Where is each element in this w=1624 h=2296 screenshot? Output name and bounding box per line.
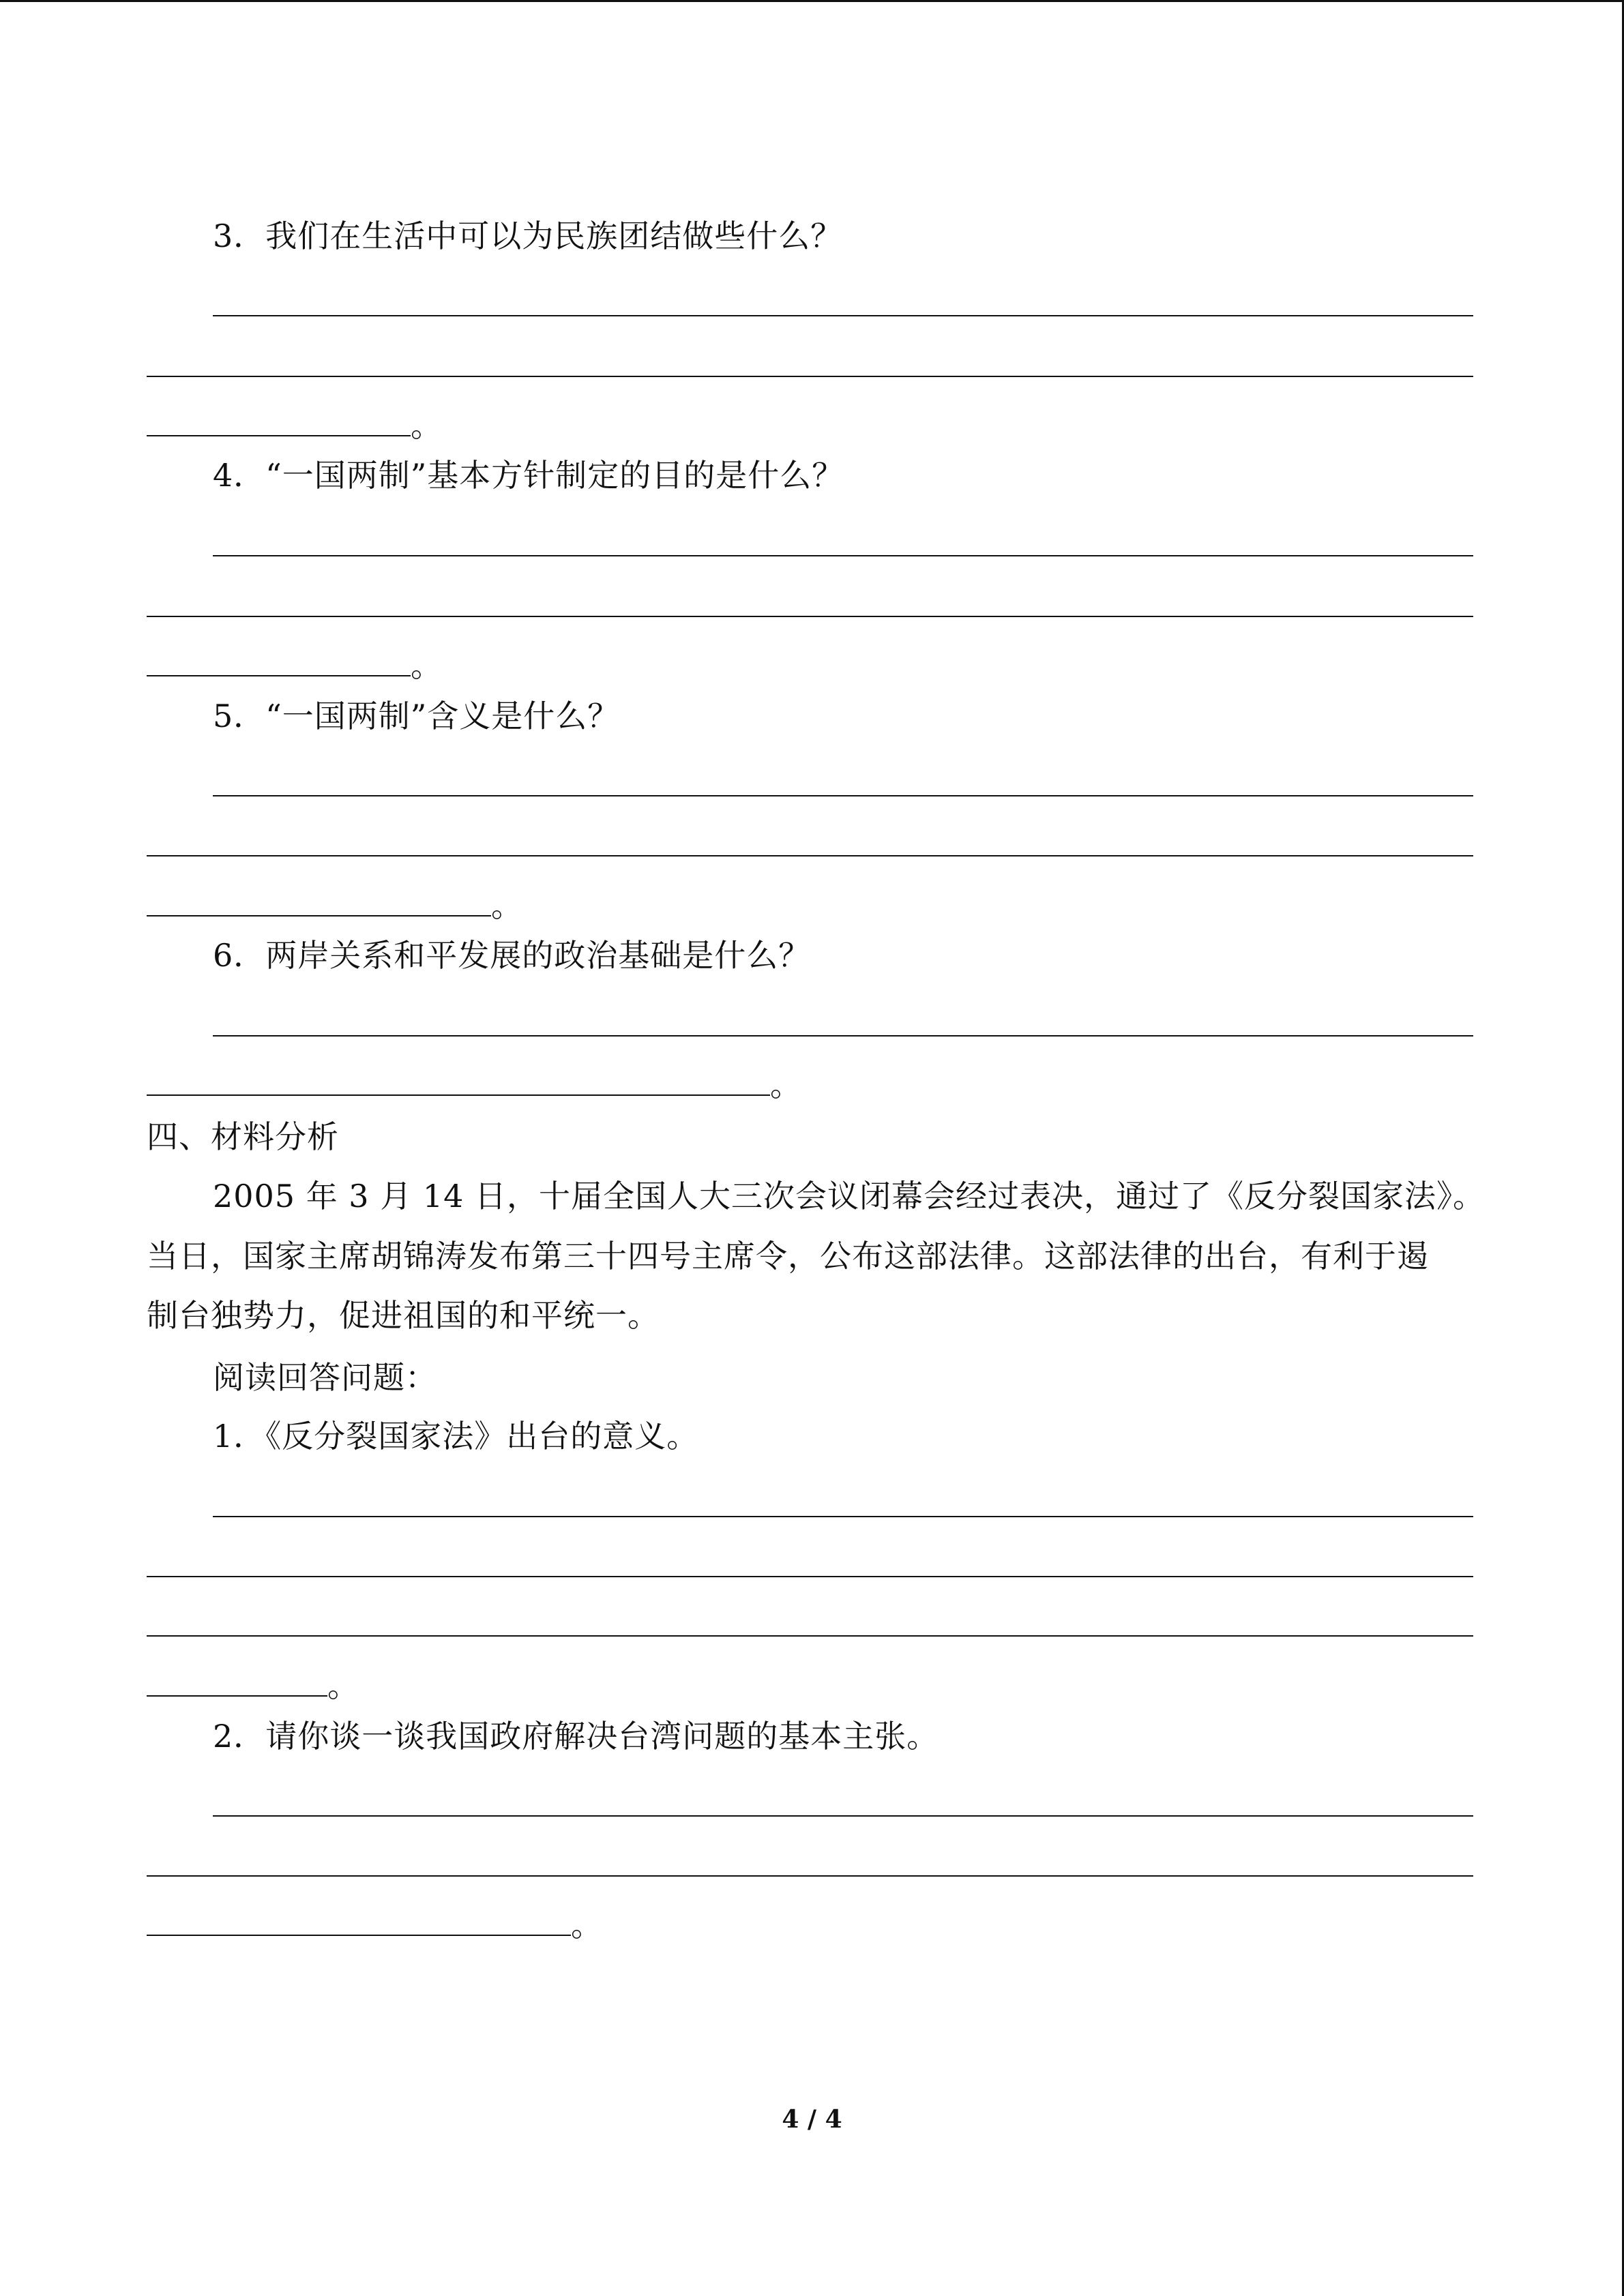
answer-line[interactable] xyxy=(147,675,411,676)
answer-line[interactable] xyxy=(147,435,411,436)
page-number: 4 / 4 xyxy=(782,2105,842,2134)
answer-line[interactable] xyxy=(213,555,1473,556)
section-heading: 四、材料分析 xyxy=(147,1118,339,1155)
material-text-line-3: 制台独势力，促进祖国的和平统一。 xyxy=(147,1297,660,1334)
answer-line[interactable] xyxy=(147,616,1473,617)
answer-line[interactable] xyxy=(147,1695,327,1697)
answer-line[interactable] xyxy=(147,1875,1473,1877)
period-mark: 。 xyxy=(770,1067,801,1103)
answer-line[interactable] xyxy=(147,1576,1473,1577)
answer-line[interactable] xyxy=(213,1516,1473,1517)
period-mark: 。 xyxy=(411,407,442,444)
period-mark: 。 xyxy=(571,1907,602,1943)
answer-line[interactable] xyxy=(213,795,1473,796)
question-5: 5．“一国两制”含义是什么？ xyxy=(213,698,620,734)
answer-line[interactable] xyxy=(213,1035,1473,1037)
answer-line[interactable] xyxy=(213,1815,1473,1817)
question-3: 3．我们在生活中可以为民族团结做些什么？ xyxy=(213,218,843,254)
answer-line[interactable] xyxy=(147,1094,770,1096)
answer-line[interactable] xyxy=(147,376,1473,377)
material-text-line-2: 当日，国家主席胡锦涛发布第三十四号主席令，公布这部法律。这部法律的出台，有利于遏 xyxy=(147,1238,1429,1274)
answer-line[interactable] xyxy=(147,855,1473,856)
material-text-line-1: 2005 年 3 月 14 日，十届全国人大三次会议闭幕会经过表决，通过了《反分裂国家法》。 xyxy=(213,1178,1485,1214)
period-mark: 。 xyxy=(491,887,522,924)
page-top-border xyxy=(0,0,1624,2)
answer-line[interactable] xyxy=(147,1635,1473,1637)
answer-line[interactable] xyxy=(147,1935,571,1936)
reading-prompt: 阅读回答问题： xyxy=(213,1359,437,1396)
period-mark: 。 xyxy=(411,647,442,684)
sub-question-2: 2．请你谈一谈我国政府解决台湾问题的基本主张。 xyxy=(213,1718,939,1755)
sub-question-1: 1．《反分裂国家法》出台的意义。 xyxy=(213,1418,699,1455)
answer-line[interactable] xyxy=(147,915,491,916)
answer-line[interactable] xyxy=(213,315,1473,316)
period-mark: 。 xyxy=(327,1667,359,1704)
question-4: 4．“一国两制”基本方针制定的目的是什么？ xyxy=(213,457,844,494)
question-6: 6．两岸关系和平发展的政治基础是什么？ xyxy=(213,937,811,974)
